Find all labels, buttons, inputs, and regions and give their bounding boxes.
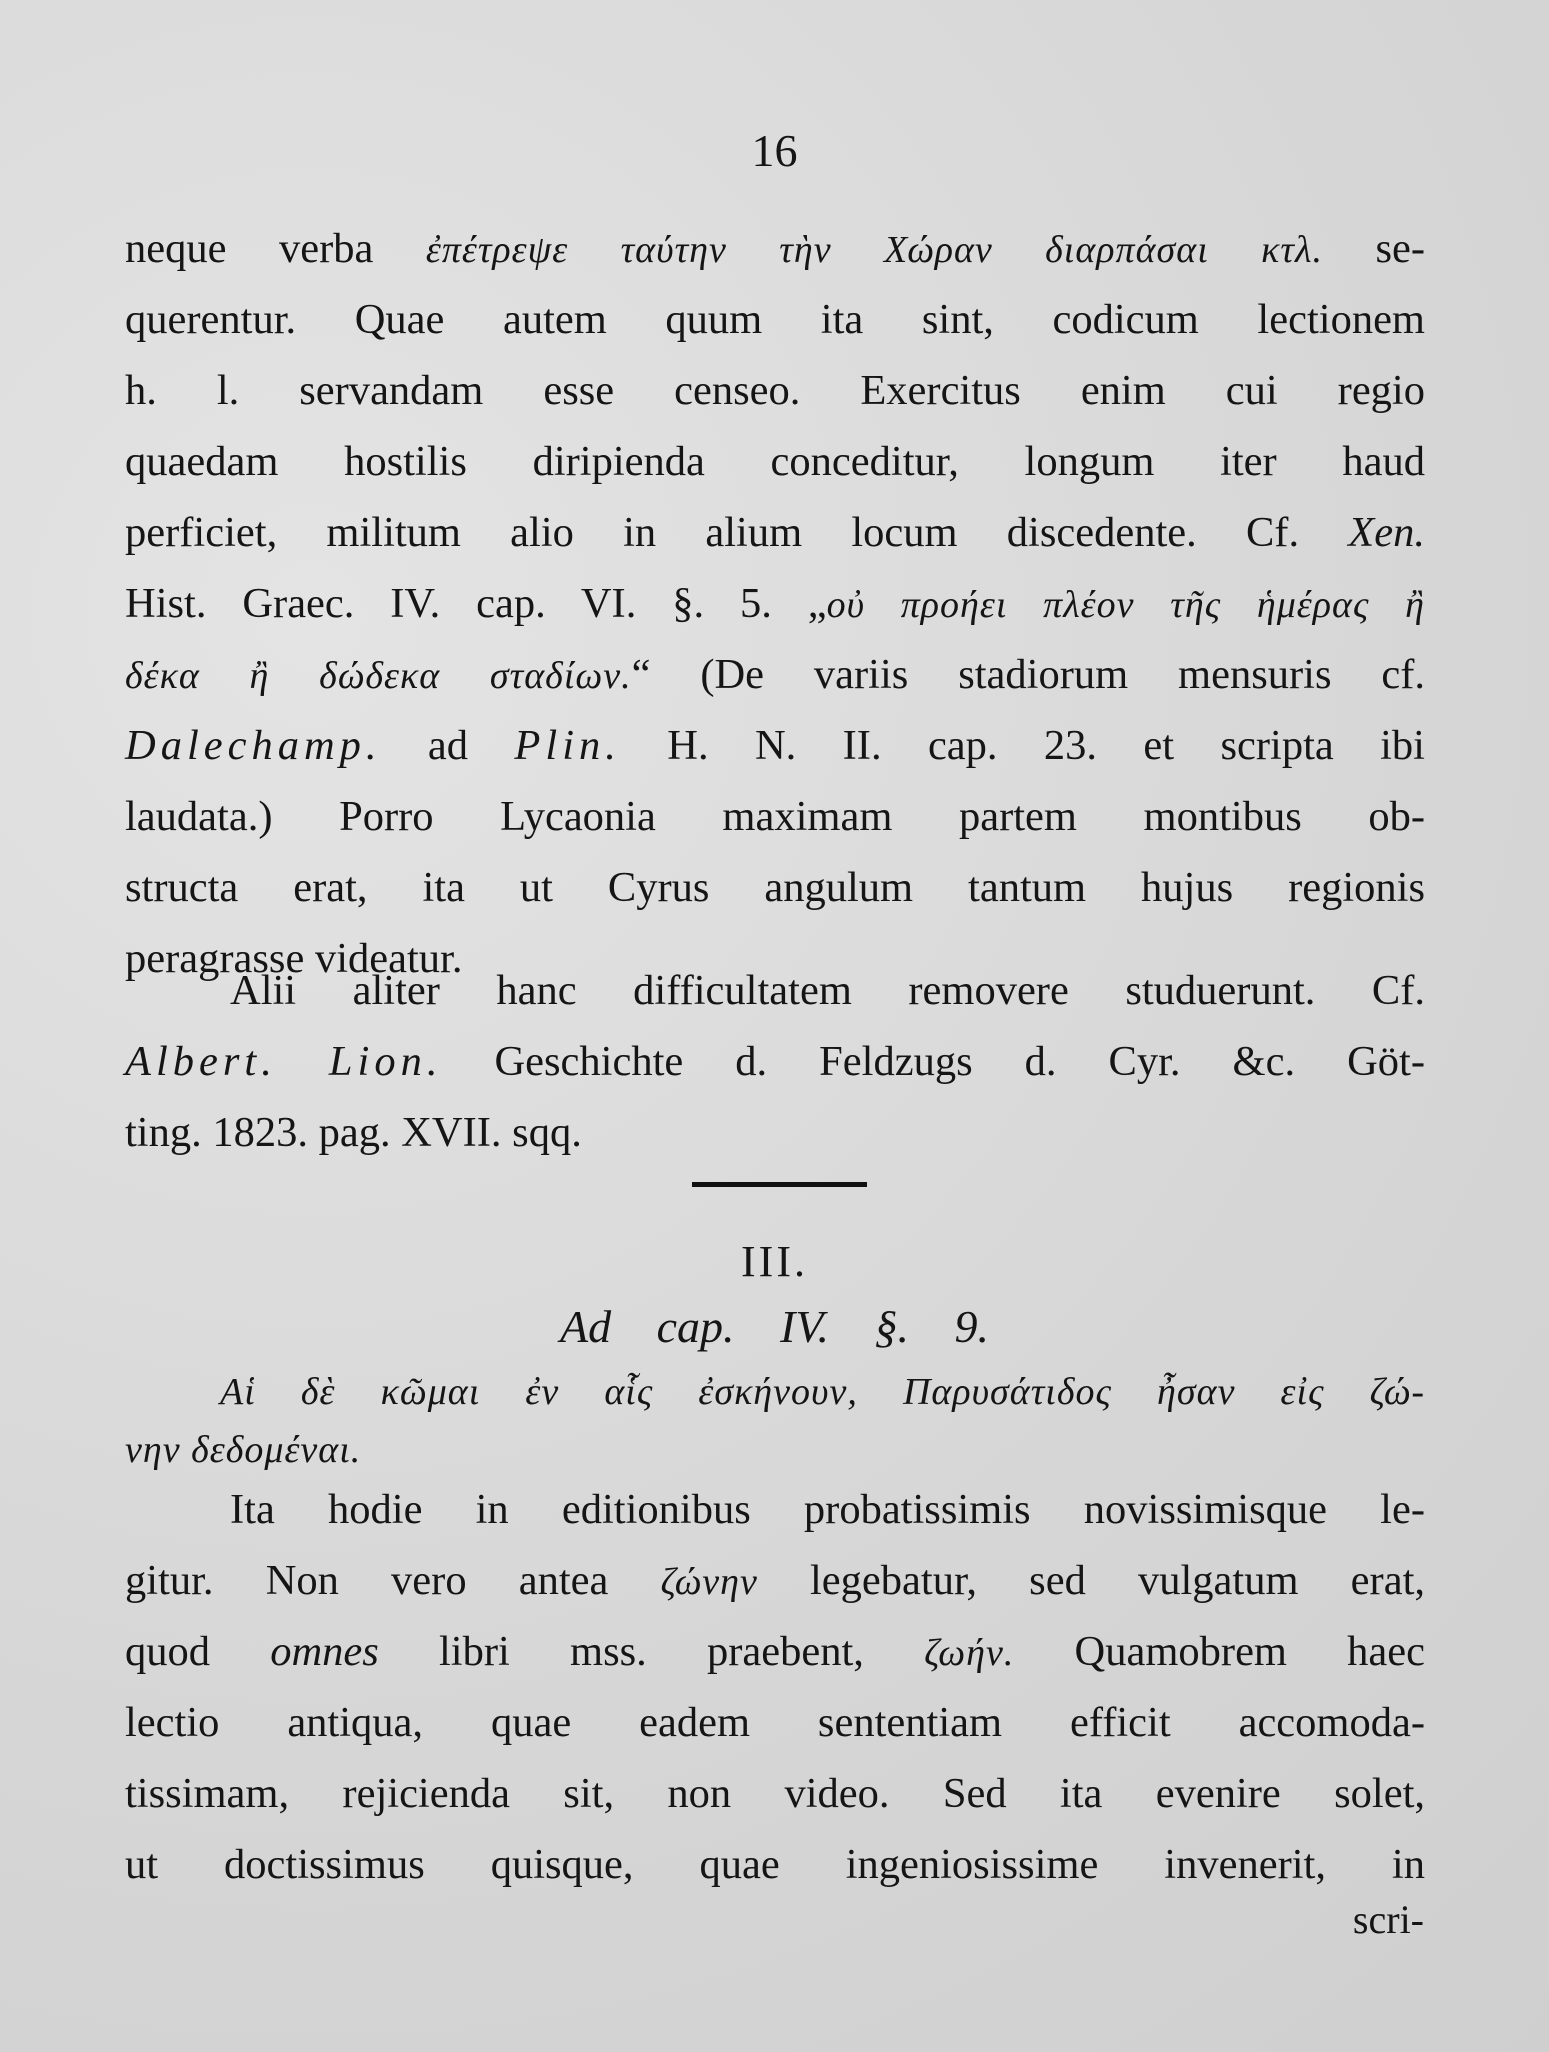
- text-line: Ita hodie in editionibus probatissimis novissimisque le-: [230, 1486, 1425, 1533]
- text-line: ting. 1823. pag. XVII. sqq.: [125, 1109, 582, 1156]
- text-line: Albert. Lion. Geschichte d. Feldzugs d. Cyr. &c. Göt-: [125, 1038, 1425, 1085]
- section-reference: Ad cap. IV. §. 9.: [559, 1301, 989, 1352]
- text-line: ut doctissimus quisque, quae ingeniosissime invenerit, in: [125, 1841, 1425, 1888]
- emphasis: omnes: [270, 1628, 379, 1675]
- section-divider: [692, 1182, 867, 1187]
- text-line: δέκα ἢ δώδεκα σταδίων.“ (De variis stadiorum mensuris cf.: [125, 651, 1426, 698]
- text-line: structa erat, ita ut Cyrus angulum tantum hujus regionis: [125, 864, 1425, 911]
- greek-word: ζώνην: [660, 1561, 758, 1603]
- text-line: querentur. Quae autem quum ita sint, codicum lectionem: [125, 296, 1425, 343]
- greek-quotation: [125, 1363, 1425, 1479]
- greek-phrase: ἐπέτρεψε ταύτην τὴν Χώραν διαρπάσαι κτλ.: [425, 229, 1323, 271]
- author-name: Dalechamp.: [125, 722, 382, 769]
- greek-phrase: οὐ προήει πλέον τῆς ἡμέρας ἢ: [826, 584, 1425, 626]
- greek-word: ζωήν.: [924, 1632, 1015, 1674]
- text-line: laudata.) Porro Lycaonia maximam partem montibus ob-: [125, 793, 1425, 840]
- text-line: lectio antiqua, quae eadem sententiam efficit accomoda-: [125, 1699, 1425, 1746]
- text-line: peragrasse videatur.: [125, 935, 463, 982]
- text-line: tissimam, rejicienda sit, non video. Sed ita evenire solet,: [125, 1770, 1425, 1817]
- author-name: Plin.: [514, 722, 621, 769]
- greek-phrase: δέκα ἢ δώδεκα σταδίων.: [125, 655, 632, 697]
- text-line: quod omnes libri mss. praebent, ζωήν. Quamobrem haec: [125, 1628, 1426, 1675]
- author-name: Lion.: [328, 1038, 443, 1085]
- text-line: gitur. Non vero antea ζώνην legebatur, sed vulgatum erat,: [125, 1557, 1425, 1604]
- text-line: neque verba ἐπέτρεψε ταύτην τὴν Χώραν διαρπάσαι κτλ. se-: [125, 225, 1426, 272]
- text-line: h. l. servandam esse censeo. Exercitus enim cui regio: [125, 367, 1425, 414]
- author-name: Albert.: [125, 1038, 277, 1085]
- text-line: Hist. Graec. IV. cap. VI. §. 5. „οὐ προήει πλέον τῆς ἡμέρας ἢ: [125, 580, 1425, 627]
- text-line: Dalechamp. ad Plin. H. N. II. cap. 23. et scripta ibi: [125, 722, 1425, 769]
- section-number: III.: [741, 1237, 808, 1286]
- text-line: perficiet, militum alio in alium locum discedente. Cf. Xen.: [125, 509, 1425, 556]
- text-line: quaedam hostilis diripienda conceditur, longum iter haud: [125, 438, 1425, 485]
- author-abbrev: Xen.: [1348, 509, 1425, 556]
- catchword: scri-: [1352, 1897, 1424, 1942]
- page-number: 16: [751, 125, 798, 176]
- paragraph-3: [125, 1474, 1425, 1900]
- paragraph-1: [125, 213, 1425, 994]
- paragraph-2: [125, 955, 1425, 1168]
- text-line: Alii aliter hanc difficultatem removere studuerunt. Cf.: [230, 967, 1425, 1014]
- quote-line: Αἱ δὲ κῶμαι ἐν αἷς ἐσκήνουν, Παρυσάτιδος ἦσαν εἰς ζώ-: [220, 1371, 1425, 1413]
- quote-line: νην δεδομέναι.: [125, 1429, 362, 1471]
